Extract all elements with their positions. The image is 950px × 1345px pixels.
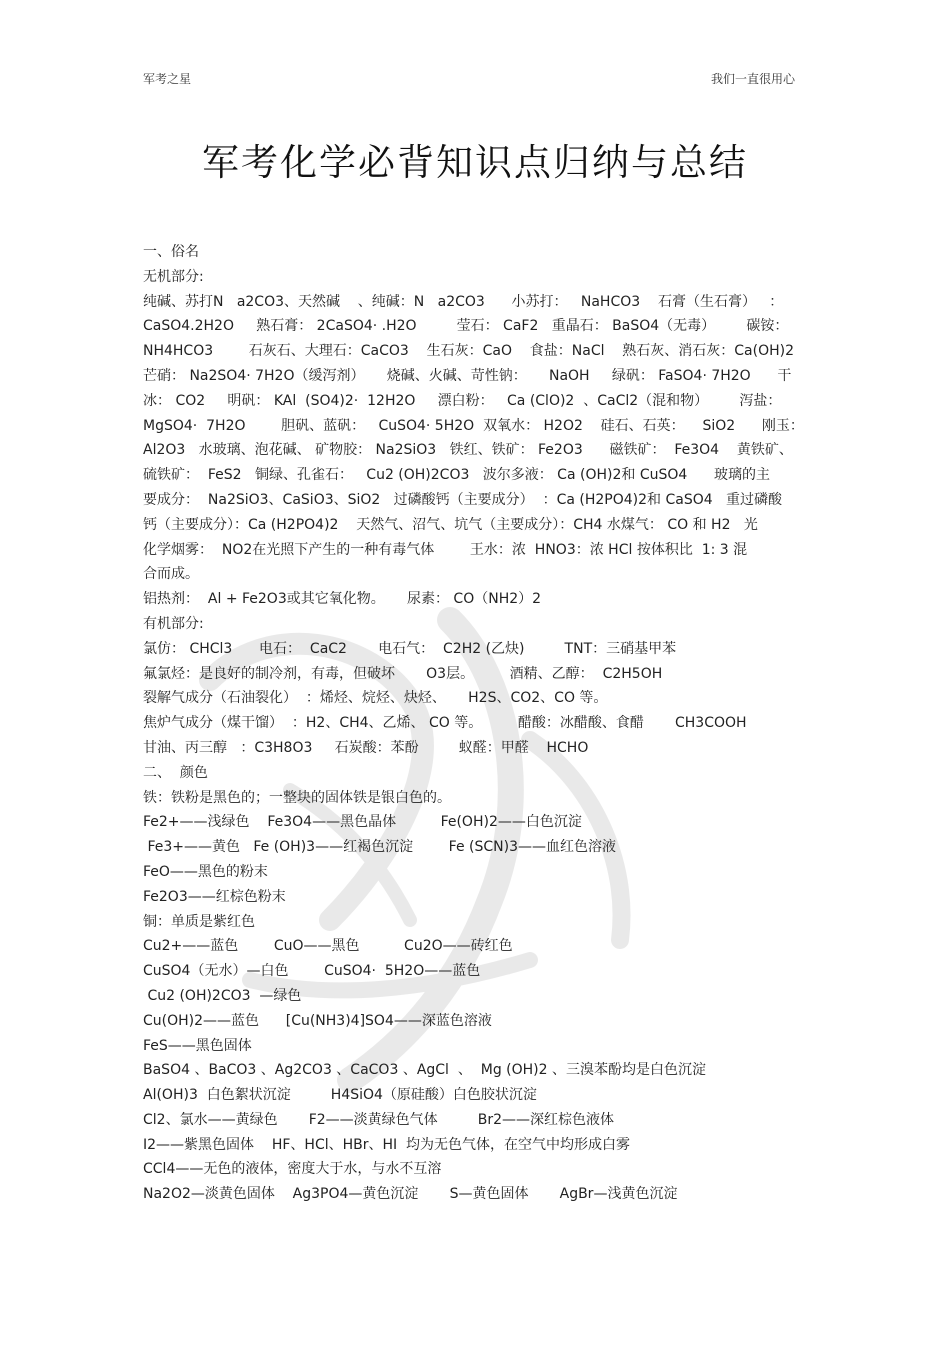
text-line: MgSO4· 7H2O 胆矾、蓝矾： CuSO4· 5H2O 双氧水： H2O2 硅石、石英： SiO2 刚玉： bbox=[143, 417, 804, 434]
text-line: FeO——黑色的粉末 bbox=[143, 863, 268, 880]
document-title: 军考化学必背知识点归纳与总结 bbox=[202, 141, 748, 184]
text-line: Cu2+——蓝色 CuO——黑色 Cu2O——砖红色 bbox=[143, 938, 513, 955]
text-line: Fe2+——浅绿色 Fe3O4——黑色晶体 Fe(OH)2——白色沉淀 bbox=[143, 814, 582, 831]
text-line: 甘油、丙三醇 ：C3H8O3 石炭酸：苯酚 蚁醛：甲醛 HCHO bbox=[143, 739, 589, 756]
text-line: FeS——黑色固体 bbox=[143, 1037, 252, 1054]
header-right: 我们一直很用心 bbox=[710, 72, 795, 86]
text-line: Na2O2—淡黄色固体 Ag3PO4—黄色沉淀 S—黄色固体 AgBr—浅黄色沉淀 bbox=[143, 1186, 678, 1203]
text-line: 无机部分: bbox=[143, 268, 204, 285]
section-heading: 二、 颜色 bbox=[143, 764, 208, 781]
text-line: 硫铁矿： FeS2 铜绿、孔雀石： Cu2 (OH)2CO3 波尔多液： Ca (OH)2和 CuSO4 玻璃的主 bbox=[143, 467, 770, 484]
text-line: Al2O3 水玻璃、泡花碱、 矿物胶： Na2SiO3 铁红、铁矿： Fe2O3 磁铁矿： Fe3O4 黄铁矿、 bbox=[143, 442, 793, 459]
text-line: 氟氯烃：是良好的制冷剂，有毒，但破坏 O3层。 酒精、乙醇： C2H5OH bbox=[143, 665, 663, 682]
text-line: 一、俗名 bbox=[143, 244, 199, 260]
text-line: 要成分： Na2SiO3、CaSiO3、SiO2 过磷酸钙（主要成分） ：Ca (H2PO4)2和 CaSO4 重过磷酸 bbox=[143, 491, 782, 508]
text-line: 铁：铁粉是黑色的；一整块的固体铁是银白色的。 bbox=[143, 789, 451, 806]
text-line: 合而成。 bbox=[143, 566, 199, 583]
text-line: 纯碱、苏打N a2CO3、天然碱 、纯碱：N a2CO3 小苏打： NaHCO3 石膏（生石膏） ： bbox=[143, 293, 784, 310]
text-line: 钙（主要成分）：Ca (H2PO4)2 天然气、沼气、坑气（主要成分）：CH4 水煤气： CO 和 H2 光 bbox=[143, 516, 758, 533]
text-line: 焦炉气成分（煤干馏） ：H2、CH4、乙烯、 CO 等。 醋酸：冰醋酸、食醋 CH3COOH bbox=[143, 715, 747, 732]
text-line: I2——紫黑色固体 HF、HCl、HBr、HI 均为无色气体，在空气中均形成白雾 bbox=[143, 1136, 631, 1153]
header-left: 军考之星 bbox=[143, 72, 192, 86]
text-line: Fe2O3——红棕色粉末 bbox=[143, 888, 286, 905]
text-line: 化学烟雾： NO2在光照下产生的一种有毒气体 王水：浓 HNO3：浓 HCl 按体积比 1: 3 混 bbox=[143, 541, 748, 558]
text-line: BaSO4 、BaCO3 、Ag2CO3 、CaCO3 、AgCl 、 Mg (OH)2 、三溴苯酚均是白色沉淀 bbox=[143, 1062, 706, 1079]
text-line: 氯仿： CHCl3 电石： CaC2 电石气： C2H2 (乙炔) TNT：三硝基甲苯 bbox=[143, 640, 677, 657]
text-line: Fe3+——黄色 Fe (OH)3——红褐色沉淀 Fe (SCN)3——血红色溶液 bbox=[143, 839, 616, 856]
text-line: Cu(OH)2——蓝色 [Cu(NH3)4]SO4——深蓝色溶液 bbox=[143, 1012, 492, 1029]
text-line: 冰： CO2 明矾： KAl (SO4)2· 12H2O 漂白粉： Ca (ClO)2 、CaCl2（混和物） 泻盐： bbox=[143, 392, 782, 409]
text-line: 铜：单质是紫红色 bbox=[143, 913, 255, 930]
text-line: NH4HCO3 石灰石、大理石：CaCO3 生石灰：CaO 食盐：NaCl 熟石灰、消石灰：Ca(OH)2 bbox=[143, 343, 795, 360]
text-line: 有机部分: bbox=[143, 615, 204, 632]
text-line: 裂解气成分（石油裂化） ：烯烃、烷烃、炔烃、 H2S、CO2、CO 等。 bbox=[143, 690, 608, 707]
text-line: Al(OH)3 白色絮状沉淀 H4SiO4（原硅酸）白色胶状沉淀 bbox=[143, 1087, 537, 1104]
text-line: CuSO4（无水）—白色 CuSO4· 5H2O——蓝色 bbox=[143, 963, 481, 980]
document-body bbox=[143, 240, 808, 1207]
text-line: CCl4——无色的液体，密度大于水，与水不互溶 bbox=[143, 1161, 442, 1178]
text-line: CaSO4.2H2O 熟石膏： 2CaSO4· .H2O 莹石： CaF2 重晶石： BaSO4（无毒） 碳铵： bbox=[143, 318, 789, 335]
text-line: 铝热剂： Al + Fe2O3或其它氧化物。 尿素： CO（NH2）2 bbox=[143, 591, 542, 608]
text-line: 芒硝： Na2SO4· 7H2O（缓泻剂） 烧碱、火碱、苛性钠： NaOH 绿矾： FaSO4· 7H2O 干 bbox=[143, 367, 792, 384]
text-line: Cl2、氯水——黄绿色 F2——淡黄绿色气体 Br2——深红棕色液体 bbox=[143, 1111, 615, 1128]
text-line: Cu2 (OH)2CO3 —绿色 bbox=[143, 987, 302, 1004]
